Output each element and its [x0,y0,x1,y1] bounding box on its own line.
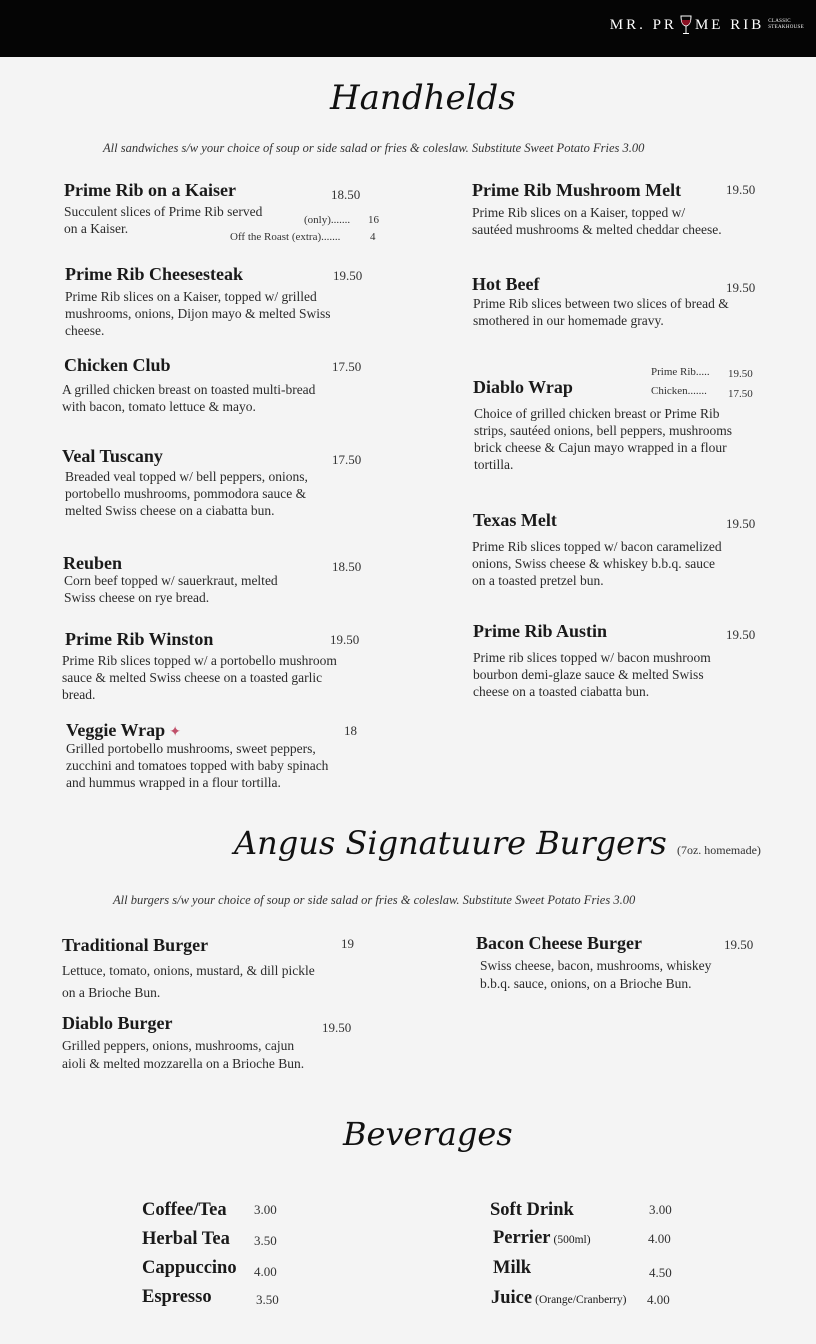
item-name: Prime Rib Mushroom Melt [472,180,682,200]
option-price: 4 [370,231,376,243]
item-name: Hot Beef [472,274,540,294]
logo-name-right: ME RIB [694,16,765,33]
item-name: Texas Melt [473,510,557,530]
item-desc: Lettuce, tomato, onions, mustard, & dill pickle on a Brioche Bun. [62,963,315,1000]
beverage-name: Espresso [142,1287,212,1307]
item-desc: Prime Rib slices on a Kaiser, topped w/ grilled mushrooms, onions, Dijon mayo & melted Swiss cheese. [65,289,331,338]
item-name: Veal Tuscany [62,446,163,466]
item-desc: Prime Rib slices topped w/ bacon caramelized onions, Swiss cheese & whiskey b.b.q. sauce on a toasted pretzel bun. [472,539,722,588]
item-price: 19 [341,936,354,951]
logo [610,14,804,36]
beverage-price: 4.00 [254,1264,277,1279]
item-price: 18.50 [331,187,361,202]
beverage-price: 3.50 [254,1233,277,1248]
item-price: 17.50 [332,452,362,467]
item-desc: Succulent slices of Prime Rib served on a Kaiser. [64,204,263,236]
handhelds-note: All sandwiches s/w your choice of soup or side salad or fries & coleslaw. Substitute Sweet Potato Fries 3.00 [103,141,645,155]
wine-glass-icon [679,14,693,36]
item-desc: Prime Rib slices on a Kaiser, topped w/ sautéed mushrooms & melted cheddar cheese. [472,205,722,237]
item-name: Prime Rib Winston [65,629,214,649]
item-desc: Prime Rib slices between two slices of bread & smothered in our homemade gravy. [473,296,729,328]
beverage-name: Perrier (500ml) [493,1228,591,1248]
beverage-price: 4.00 [647,1292,670,1307]
option-label: Prime Rib..... [651,366,710,378]
beverage-name: Soft Drink [490,1200,574,1220]
option-label: Chicken....... [651,385,707,397]
item-desc: Prime rib slices topped w/ bacon mushroom bourbon demi-glaze sauce & melted Swiss cheese on a toasted ciabatta bun. [473,650,711,699]
logo-name-left: MR. PR [609,16,677,33]
item-desc: Prime Rib slices topped w/ a portobello mushroom sauce & melted Swiss cheese on a toasted garlic bread. [62,653,337,702]
logo-subtitle: CLASSIC STEAKHOUSE [768,19,804,30]
item-name: Prime Rib on a Kaiser [64,180,236,200]
item-price: 19.50 [726,627,756,642]
item-price: 19.50 [726,280,756,295]
item-desc: Grilled peppers, onions, mushrooms, cajun aioli & melted mozzarella on a Brioche Bun. [62,1038,305,1071]
item-name: Bacon Cheese Burger [476,933,642,953]
burgers-title-suffix: (7oz. homemade) [676,843,761,857]
burgers-title: Angus Signatuure Burgers (7oz. homemade) [234,824,761,862]
beverage-price: 3.00 [649,1202,672,1217]
beverage-name: Milk [493,1258,532,1278]
header-bar [0,0,816,57]
item-desc: Grilled portobello mushrooms, sweet peppers, zucchini and tomatoes topped with baby spinach and hummus wrapped in a flour tortilla. [66,741,329,790]
item-price: 19.50 [333,268,363,283]
item-price: 19.50 [330,632,360,647]
handhelds-title: Handhelds [330,78,516,118]
item-name: Prime Rib Austin [473,621,608,641]
item-desc: Choice of grilled chicken breast or Prime Rib strips, sautéed onions, bell peppers, mushrooms brick cheese & Cajun mayo wrapped in a flour tortilla. [474,406,732,472]
option-price: 19.50 [728,368,753,380]
beverage-price: 3.50 [256,1292,279,1307]
item-name: Veggie Wrap ✦ [66,720,181,740]
item-name: Diablo Wrap [473,377,573,397]
beverage-price: 4.50 [649,1265,672,1280]
beverage-price: 3.00 [254,1202,277,1217]
beverage-name: Juice (Orange/Cranberry) [491,1288,627,1308]
item-price: 18.50 [332,559,362,574]
item-name: Prime Rib Cheesesteak [65,264,243,284]
beverage-name: Herbal Tea [142,1229,230,1249]
beverage-price: 4.00 [648,1231,671,1246]
item-name: Reuben [63,553,123,573]
burgers-note: All burgers s/w your choice of soup or side salad or fries & coleslaw. Substitute Sweet Potato Fries 3.00 [113,893,636,907]
item-price: 17.50 [332,359,362,374]
item-name: Chicken Club [64,355,171,375]
option-price: 16 [368,214,379,226]
option-label: Off the Roast (extra)....... [230,231,341,243]
item-price: 19.50 [726,516,756,531]
item-name: Diablo Burger [62,1013,173,1033]
item-price: 19.50 [726,182,756,197]
beverage-name: Cappuccino [142,1258,237,1278]
item-desc: Breaded veal topped w/ bell peppers, onions, portobello mushrooms, pommodora sauce & melted Swiss cheese on a ciabatta bun. [65,469,308,518]
beverage-name: Coffee/Tea [142,1200,227,1220]
vegetarian-leaf-icon: ✦ [169,725,181,740]
item-name: Traditional Burger [62,935,209,955]
beverages-title: Beverages [343,1115,513,1153]
option-label: (only)....... [304,214,351,226]
item-price: 18 [344,723,357,738]
item-price: 19.50 [724,937,754,952]
item-desc: A grilled chicken breast on toasted multi-bread with bacon, tomato lettuce & mayo. [62,382,316,414]
item-desc: Swiss cheese, bacon, mushrooms, whiskey b.b.q. sauce, onions, on a Brioche Bun. [480,958,712,991]
item-price: 19.50 [322,1020,352,1035]
option-price: 17.50 [728,388,753,400]
item-desc: Corn beef topped w/ sauerkraut, melted Swiss cheese on rye bread. [64,573,278,605]
